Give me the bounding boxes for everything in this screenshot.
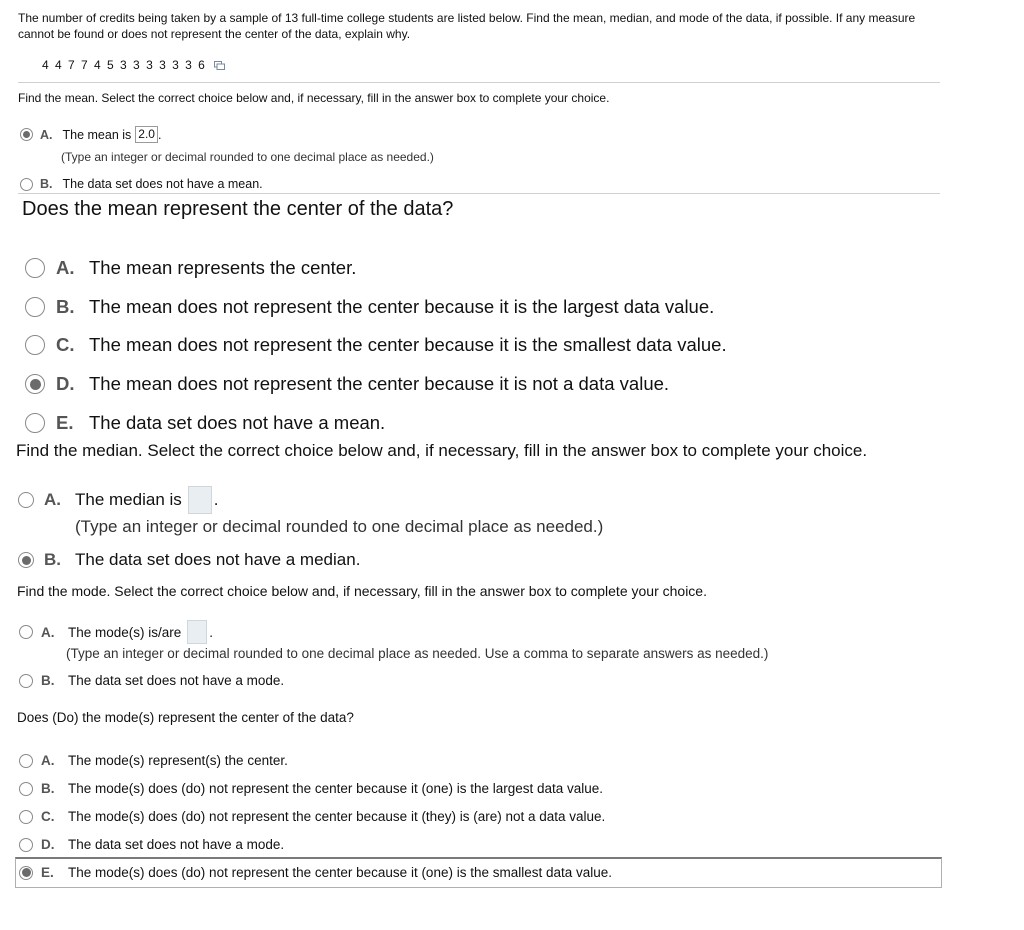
dataset-values: 4 4 7 7 4 5 3 3 3 3 3 3 6 <box>42 58 207 72</box>
mode-prompt: Find the mode. Select the correct choice below and, if necessary, fill in the answer box to complete your choice. <box>17 583 707 599</box>
option-letter: A. <box>44 490 61 509</box>
option-text: The mode(s) represent(s) the center. <box>68 753 288 768</box>
option-text: The mean is <box>62 127 132 142</box>
option-letter: D. <box>56 373 75 394</box>
mean-option-b[interactable] <box>20 177 263 191</box>
option-text: The mode(s) does (do) not represent the center because it (they) is (are) not a data value. <box>68 809 606 824</box>
median-option-b[interactable] <box>18 550 360 570</box>
divider <box>18 193 940 194</box>
median-answer-box[interactable] <box>188 486 212 514</box>
option-text: The data set does not have a mode. <box>68 837 285 852</box>
radio-button[interactable] <box>20 178 33 191</box>
mode-center-option-b[interactable] <box>19 781 603 796</box>
mean-hint: (Type an integer or decimal rounded to one decimal place as needed.) <box>61 150 434 164</box>
mean-center-option-b[interactable] <box>25 296 714 318</box>
copy-icon[interactable] <box>214 61 225 70</box>
radio-button[interactable] <box>25 335 45 355</box>
mean-prompt: Find the mean. Select the correct choice below and, if necessary, fill in the answer box to complete your choice. <box>18 91 610 105</box>
mean-answer-box[interactable]: 2.0 <box>135 126 158 143</box>
mode-hint: (Type an integer or decimal rounded to one decimal place as needed. Use a comma to separate answers as needed.) <box>66 646 769 661</box>
option-text: The data set does not have a mean. <box>62 177 263 191</box>
mean-center-option-e[interactable] <box>25 412 385 434</box>
mode-center-option-d[interactable] <box>19 837 284 852</box>
option-letter: C. <box>41 809 55 824</box>
option-letter: D. <box>41 837 55 852</box>
dataset-row <box>42 58 225 72</box>
mode-center-question: Does (Do) the mode(s) represent the center of the data? <box>17 710 354 725</box>
option-text: The mean represents the center. <box>89 257 357 278</box>
radio-button[interactable] <box>25 297 45 317</box>
option-letter: C. <box>56 334 75 355</box>
radio-button[interactable] <box>19 810 33 824</box>
divider <box>18 82 940 83</box>
mean-center-option-d[interactable] <box>25 373 669 395</box>
option-letter: B. <box>44 550 61 569</box>
mode-answer-box[interactable] <box>187 620 207 644</box>
option-text: The mean does not represent the center because it is the largest data value. <box>89 296 715 317</box>
option-text: The mode(s) does (do) not represent the center because it (one) is the largest data value. <box>68 781 604 796</box>
option-letter: B. <box>41 781 55 796</box>
option-text: The median is <box>75 490 182 509</box>
radio-button[interactable] <box>20 128 33 141</box>
option-text: The data set does not have a mode. <box>68 673 285 688</box>
mode-center-option-c[interactable] <box>19 809 605 824</box>
mean-center-option-c[interactable] <box>25 334 727 356</box>
radio-button[interactable] <box>19 838 33 852</box>
mode-center-option-e[interactable] <box>19 865 612 880</box>
radio-button[interactable] <box>19 674 33 688</box>
radio-button[interactable] <box>18 552 34 568</box>
option-letter: E. <box>56 412 74 433</box>
option-letter: A. <box>40 127 53 142</box>
option-letter: B. <box>40 177 53 191</box>
radio-button[interactable] <box>25 374 45 394</box>
mode-option-b[interactable] <box>19 673 284 688</box>
option-text: The mode(s) is/are <box>68 624 182 640</box>
option-text: The mode(s) does (do) not represent the center because it (one) is the smallest data value. <box>68 865 613 880</box>
option-text: The mean does not represent the center because it is not a data value. <box>89 373 670 394</box>
radio-button[interactable] <box>25 413 45 433</box>
option-letter: A. <box>56 257 75 278</box>
mean-option-a[interactable] <box>20 126 161 143</box>
mean-center-option-a[interactable] <box>25 257 356 279</box>
median-option-a[interactable] <box>18 486 219 514</box>
option-text: The data set does not have a median. <box>75 550 361 569</box>
median-hint: (Type an integer or decimal rounded to one decimal place as needed.) <box>75 517 604 536</box>
period: . <box>213 490 219 509</box>
radio-button[interactable] <box>18 492 34 508</box>
option-letter: A. <box>41 624 55 640</box>
median-prompt: Find the median. Select the correct choice below and, if necessary, fill in the answer box to complete your choice. <box>16 441 868 460</box>
radio-button[interactable] <box>19 754 33 768</box>
mode-option-a[interactable] <box>19 620 213 644</box>
option-text: The data set does not have a mean. <box>89 412 386 433</box>
problem-statement: The number of credits being taken by a sample of 13 full-time college students are listed below. Find the mean, median, and mode of the data, if possible. If any measure cannot be found or does not represent the center of the data, explain why. <box>18 11 916 41</box>
radio-button[interactable] <box>19 782 33 796</box>
radio-button[interactable] <box>25 258 45 278</box>
radio-button[interactable] <box>19 866 33 880</box>
option-letter: A. <box>41 753 55 768</box>
mean-center-question: Does the mean represent the center of the data? <box>22 198 454 220</box>
mode-center-option-a[interactable] <box>19 753 288 768</box>
option-letter: B. <box>41 673 55 688</box>
option-letter: E. <box>41 865 54 880</box>
option-text: The mean does not represent the center because it is the smallest data value. <box>89 334 727 355</box>
period: . <box>157 127 162 142</box>
option-letter: B. <box>56 296 75 317</box>
radio-button[interactable] <box>19 625 33 639</box>
period: . <box>209 624 214 640</box>
